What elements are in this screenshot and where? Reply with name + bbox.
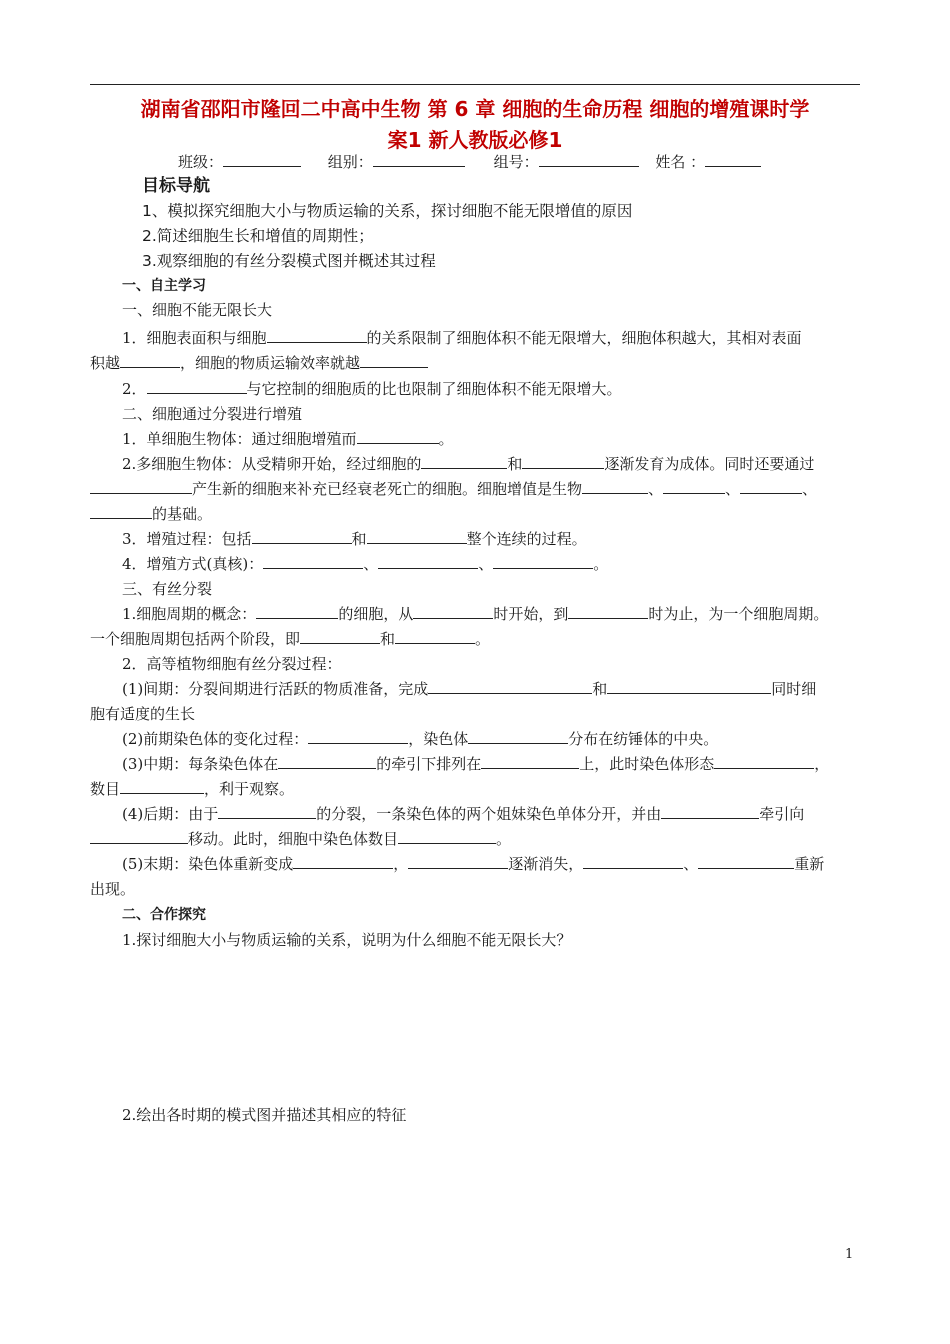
- goals-heading: 目标导航: [142, 176, 210, 196]
- text: 1．细胞表面积与细胞: [122, 329, 267, 347]
- blank[interactable]: [120, 352, 180, 368]
- question-line: [122, 528, 892, 550]
- question-line: [122, 753, 860, 775]
- text: 、: [363, 555, 379, 573]
- text: 2．: [122, 380, 147, 398]
- name-field[interactable]: [705, 151, 761, 167]
- text: 、: [478, 555, 494, 573]
- blank[interactable]: [661, 803, 759, 819]
- blank[interactable]: [428, 678, 592, 694]
- text: 和: [380, 630, 396, 648]
- question-line: [122, 327, 860, 349]
- question-line: 1.探讨细胞大小与物质运输的关系，说明为什么细胞不能无限长大？: [122, 931, 572, 949]
- question-line: [90, 503, 860, 525]
- group-label: 组别：: [327, 153, 373, 171]
- text: 与它控制的细胞质的比也限制了细胞体积不能无限增大。: [246, 380, 622, 398]
- question-line: [90, 828, 860, 850]
- question-line: [122, 803, 860, 825]
- goal-item: 3.观察细胞的有丝分裂模式图并概述其过程: [142, 252, 436, 270]
- question-line: 出现。: [90, 880, 136, 898]
- text: ，细胞的物质运输效率就越: [180, 354, 361, 372]
- blank[interactable]: [357, 428, 439, 444]
- page-number: 1: [845, 1247, 854, 1262]
- text: 、: [683, 855, 699, 873]
- goal-item: 2.简述细胞生长和增值的周期性；: [142, 227, 374, 245]
- blank[interactable]: [493, 553, 593, 569]
- blank[interactable]: [218, 803, 316, 819]
- text: 的细胞，从: [338, 605, 414, 623]
- number-label: 组号：: [493, 153, 539, 171]
- text: 逐渐消失，: [508, 855, 584, 873]
- text: 同时细: [771, 680, 817, 698]
- text: (4)后期：由于: [122, 805, 219, 823]
- blank[interactable]: [378, 553, 478, 569]
- text: 3．增殖过程：包括: [122, 530, 252, 548]
- blank[interactable]: [90, 478, 192, 494]
- subsection-heading: 一、细胞不能无限长大: [122, 301, 273, 319]
- question-line: 2．高等植物细胞有丝分裂过程：: [122, 655, 342, 673]
- question-line: [122, 853, 860, 875]
- text: 的牵引下排列在: [376, 755, 482, 773]
- text: 时为止，为一个细胞周期。: [648, 605, 829, 623]
- question-line: [122, 603, 860, 625]
- text: 、: [725, 480, 741, 498]
- question-line: [90, 778, 860, 800]
- blank[interactable]: [421, 453, 507, 469]
- text: 。: [475, 630, 491, 648]
- text: ，: [814, 755, 830, 773]
- text: 积越: [90, 354, 121, 372]
- text: (3)中期：每条染色体在: [122, 755, 279, 773]
- text: 和: [592, 680, 608, 698]
- goal-item: 1、模拟探究细胞大小与物质运输的关系，探讨细胞不能无限增值的原因: [142, 202, 633, 220]
- text: 分布在纺锤体的中央。: [568, 730, 719, 748]
- text: 1．单细胞生物体：通过细胞增殖而: [122, 430, 357, 448]
- blank[interactable]: [413, 603, 493, 619]
- text: (5)末期：染色体重新变成: [122, 855, 294, 873]
- blank[interactable]: [90, 503, 152, 519]
- number-field[interactable]: [539, 151, 639, 167]
- text: 数目: [90, 780, 121, 798]
- blank[interactable]: [522, 453, 604, 469]
- blank[interactable]: [740, 478, 802, 494]
- question-line: [122, 428, 892, 450]
- text: 移动。此时，细胞中染色体数目: [188, 830, 399, 848]
- class-field[interactable]: [223, 151, 301, 167]
- subsection-heading: 三、有丝分裂: [122, 580, 213, 598]
- title-line-1: 湖南省邵阳市隆回二中高中生物 第 6 章 细胞的生命历程 细胞的增殖课时学: [140, 97, 810, 121]
- blank[interactable]: [582, 478, 648, 494]
- text: 的基础。: [152, 505, 213, 523]
- question-line: [90, 352, 860, 374]
- class-label: 班级：: [178, 153, 224, 171]
- question-line: 胞有适度的生长: [90, 705, 196, 723]
- blank[interactable]: [252, 528, 352, 544]
- text: 2.多细胞生物体：从受精卵开始，经过细胞的: [122, 455, 422, 473]
- blank[interactable]: [663, 478, 725, 494]
- blank[interactable]: [583, 853, 683, 869]
- text: ，: [393, 855, 409, 873]
- question-line: [122, 728, 892, 750]
- blank[interactable]: [408, 853, 508, 869]
- text: 4．增殖方式(真核)：: [122, 555, 264, 573]
- title-line-2: 案1 新人教版必修1: [387, 128, 563, 152]
- blank[interactable]: [468, 728, 568, 744]
- blank[interactable]: [293, 853, 393, 869]
- blank[interactable]: [698, 853, 794, 869]
- blank[interactable]: [360, 352, 428, 368]
- question-line: [122, 453, 860, 475]
- blank[interactable]: [90, 828, 188, 844]
- blank[interactable]: [300, 628, 380, 644]
- blank[interactable]: [267, 327, 367, 343]
- blank[interactable]: [256, 603, 338, 619]
- blank[interactable]: [398, 828, 496, 844]
- blank[interactable]: [278, 753, 376, 769]
- text: 1.细胞周期的概念：: [122, 605, 257, 623]
- question-line: [122, 378, 892, 400]
- question-line: [90, 478, 860, 500]
- text: 和: [351, 530, 367, 548]
- text: 、: [648, 480, 664, 498]
- blank[interactable]: [568, 603, 648, 619]
- text: 的分裂，一条染色体的两个姐妹染色单体分开，并由: [316, 805, 662, 823]
- text: 时开始，到: [493, 605, 569, 623]
- text: ，染色体: [408, 730, 469, 748]
- text: 、: [802, 480, 818, 498]
- section-heading: 二、合作探究: [122, 907, 206, 923]
- text: 。: [438, 430, 454, 448]
- text: 产生新的细胞来补充已经衰老死亡的细胞。细胞增值是生物: [192, 480, 583, 498]
- group-field[interactable]: [373, 151, 465, 167]
- subsection-heading: 二、细胞通过分裂进行增殖: [122, 405, 303, 423]
- blank[interactable]: [263, 553, 363, 569]
- text: 逐渐发育为成体。同时还要通过: [604, 455, 815, 473]
- text: 重新: [794, 855, 825, 873]
- name-label: 姓名 ：: [655, 153, 706, 171]
- question-line: 2.绘出各时期的模式图并描述其相应的特征: [122, 1106, 407, 1124]
- text: 和: [507, 455, 523, 473]
- blank[interactable]: [147, 378, 247, 394]
- blank[interactable]: [481, 753, 579, 769]
- student-info-row: [90, 151, 860, 173]
- text: ，利于观察。: [204, 780, 295, 798]
- text: 牵引向: [759, 805, 805, 823]
- blank[interactable]: [367, 528, 467, 544]
- text: (2)前期染色体的变化过程：: [122, 730, 309, 748]
- text: 。: [496, 830, 512, 848]
- text: 一个细胞周期包括两个阶段，即: [90, 630, 301, 648]
- blank[interactable]: [308, 728, 408, 744]
- text: (1)间期：分裂间期进行活跃的物质准备，完成: [122, 680, 429, 698]
- document-title: [90, 94, 860, 156]
- text: 的关系限制了细胞体积不能无限增大，细胞体积越大，其相对表面: [366, 329, 802, 347]
- top-rule: [90, 84, 860, 85]
- question-line: [122, 678, 860, 700]
- question-line: [122, 553, 892, 575]
- blank[interactable]: [714, 753, 814, 769]
- blank[interactable]: [120, 778, 204, 794]
- blank[interactable]: [395, 628, 475, 644]
- section-heading: 一、自主学习: [122, 278, 206, 294]
- text: 整个连续的过程。: [466, 530, 587, 548]
- question-line: [90, 628, 860, 650]
- blank[interactable]: [607, 678, 771, 694]
- text: 。: [593, 555, 609, 573]
- text: 上，此时染色体形态: [579, 755, 715, 773]
